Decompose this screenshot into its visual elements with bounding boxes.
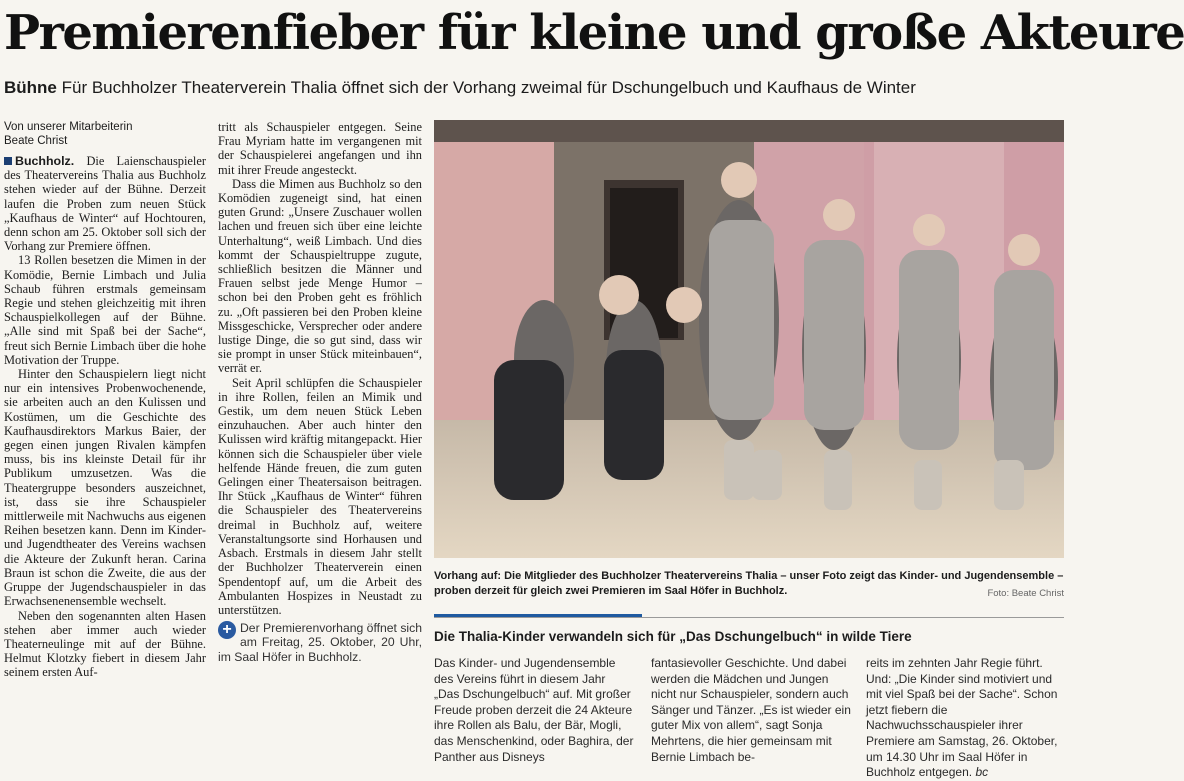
author-initials: bc — [975, 765, 989, 780]
paragraph-marker-icon — [4, 157, 12, 165]
article-column-1 — [4, 120, 206, 758]
paragraph: tritt als Schauspieler entgegen. Seine Frau Myriam hatte im vergangenen mit der Schauspielerei angefangen und ihn mit ihrer Freude angesteckt. — [218, 120, 422, 177]
byline-label: Von unserer Mitarbeiterin — [4, 121, 133, 133]
photo-illustration — [434, 120, 1064, 558]
author-name: Beate Christ — [4, 135, 68, 147]
sidebar-text: fantasievoller Geschichte. Und dabei werden die Mädchen und Jungen nicht nur Schauspieler, sondern auch Sänger und Tänzer. „Es ist wieder ein guter Mix von allem“, sagt Sonja Mehrtens, die hier gemeinsam mit Bernie Limbach be- — [651, 656, 851, 764]
paragraph: 13 Rollen besetzen die Mimen in der Komödie, Bernie Limbach und Julia Schaub führen erstmals gemeinsam Regie und stehen gleichzeitig mit ihren Schauspielkollegen auf der Bühne. „Alle sind mit Spaß bei der Sache“, freut sich Bernie Limbach über die hohe Motivation der Truppe. — [4, 253, 206, 367]
theater-rehearsal-photo — [434, 120, 1064, 558]
sidebar-text-body: reits im zehnten Jahr Regie führt. Und: „Die Kinder sind motiviert und mit viel Spaß bei der Sache“. Schon jetzt fiebern die Nachwuchsschauspieler ihrer Premiere am Samstag, 26. Oktober, um 14.30 Uhr im Saal Höfer in Buchholz entgegen. — [866, 656, 1058, 780]
paragraph: Neben den sogenannten alten Hasen stehen aber immer auch wieder Theaterneulinge mit auf der Bühne. Helmut Klotzky fiebert in diesem Jahr seinem ersten Auf- — [4, 608, 206, 680]
paragraph-text: Die Laienschauspieler des Theatervereins Thalia aus Buchholz stehen wieder auf der Bühne. Derzeit laufen die Proben zum neuen Stück „Kaufhaus de Winter“ auf Hochtouren, denn schon am 25. Oktober soll sich der Vorhang zur Premiere öffnen. — [4, 154, 206, 254]
paragraph — [4, 154, 206, 253]
sidebar-text: Das Kinder- und Jugendensemble des Vereins führt in diesem Jahr „Das Dschungelbuch“ auf. Mit großer Freude proben derzeit die 24 Akteure ihre Rollen als Balu, der Bär, Mogli, das Menschenkind, oder Baghira, der Panther aus Disneys — [434, 656, 634, 764]
sidebar-text — [866, 656, 1064, 781]
article-headline: Premierenfieber für kleine und große Akteure — [4, 5, 1184, 61]
sidebar-column-3 — [866, 656, 1064, 780]
sidebar-column-2 — [651, 656, 851, 764]
subheadline-text: Für Buchholzer Theaterverein Thalia öffnet sich der Vorhang zweimal für Dschungelbuch und Kaufhaus de Winter — [61, 78, 916, 97]
article-column-2 — [218, 120, 422, 758]
divider — [434, 617, 1064, 618]
premiere-info-text: Der Premierenvorhang öffnet sich am Freitag, 25. Oktober, 20 Uhr, im Saal Höfer in Buchholz. — [218, 621, 423, 664]
dateline: Buchholz. — [15, 154, 75, 168]
byline — [4, 120, 206, 148]
sidebar-column-1 — [434, 656, 634, 764]
photo-caption: Vorhang auf: Die Mitglieder des Buchholzer Theatervereins Thalia – unser Foto zeigt das Kinder- und Jugendensemble – proben derzeit für gleich zwei Premieren im Saal Höfer in Buchholz. — [434, 570, 1064, 597]
photo-credit: Foto: Beate Christ — [987, 588, 1064, 599]
paragraph: Dass die Mimen aus Buchholz so den Komödien zugeneigt sind, hat einen guten Grund: „Unsere Zuschauer wollen lachen und freuen sich über eine leichte Unterhaltung“, weiß Limbach. Und dies kommt der Schauspieltruppe zugute, schließlich besitzen die Männer und Frauen selbst jede Menge Humor – schon bei den Proben geht es fröhlich zu. „Oft passieren bei den Proben kleine Missgeschicke, Versprecher oder andere lustige Dinge, die so gut sind, dass wir sie prompt in unser Stück miteinbauen“, verrät er. — [218, 176, 422, 376]
kicker: Bühne — [4, 78, 57, 97]
premiere-info-box — [218, 621, 422, 664]
article-subheadline — [4, 76, 1064, 100]
paragraph: Seit April schlüpfen die Schauspieler in ihre Rollen, feilen an Mimik und Gestik, um dem neuen Stück Leben einzuhauchen. Aber auch hinter den Kulissen wird kräftig mitangepackt. Hier können sich die Schauspieler über viele helfende Hände freuen, die zum guten Gelingen einer Theatersaison beitragen. Ihr Stück „Kaufhaus de Winter“ führen die Schauspieler des Theatervereins dreimal in Buchholz auf, weitere Veranstaltungsorte sind Horhausen und Asbach. Erstmals in diesem Jahr stellt der Buchholzer Theaterverein einen Spendentopf auf, um die Arbeit des Ambulanten Hospizes in Neustadt zu unterstützen. — [218, 375, 422, 617]
plus-icon: + — [218, 621, 236, 639]
paragraph: Hinter den Schauspielern liegt nicht nur ein intensives Probenwochenende, sie arbeiten auch an den Kulissen und Kostümen, um die Geschichte des Kaufhausdirektors Markus Baier, der gegen einen jungen Rivalen kämpfen muss, bis ins kleinste Detail für ihr Publikum umzusetzen. Was die Theatergruppe besonders auszeichnet, ist, dass sie ihre Schauspieler mittlerweile mit Nachwuchs aus eigenen Reihen besetzen kann. Denn im Kinder- und Jugendtheater des Vereins wachsen die Akteure der Zukunft heran. Carina Braun ist schon die Zweite, die aus der Gruppe der Jugendschauspieler in das Erwachsenenensemble wechselt. — [4, 367, 206, 609]
sidebar-headline: Die Thalia-Kinder verwandeln sich für „Das Dschungelbuch“ in wilde Tiere — [434, 629, 912, 644]
